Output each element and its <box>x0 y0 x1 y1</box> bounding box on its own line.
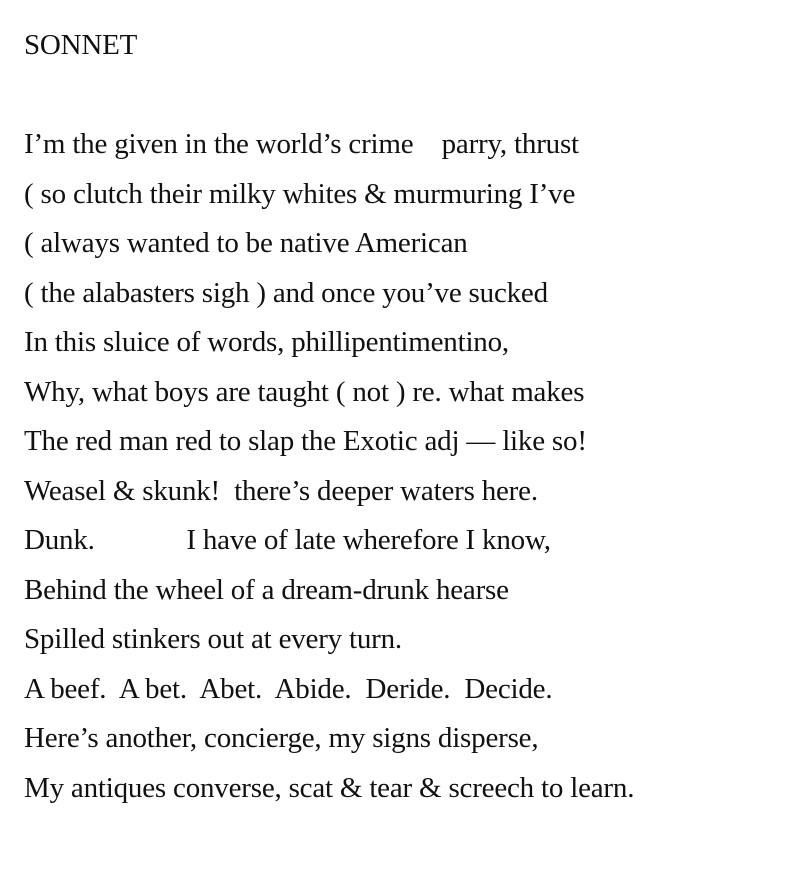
poem-line-1: I’m the given in the world’s crime parry, thrust <box>24 128 579 160</box>
poem-line-5: In this sluice of words, phillipentimentino, <box>24 326 509 358</box>
poem-line-9: Dunk. I have of late wherefore I know, <box>24 524 551 556</box>
poem-line-6: Why, what boys are taught ( not ) re. what makes <box>24 375 585 408</box>
poem-line-7: The red man red to slap the Exotic adj — like so! <box>24 425 587 457</box>
poem-line-13: Here’s another, concierge, my signs disperse, <box>24 722 539 754</box>
poem-line-12: A beef. A bet. Abet. Abide. Deride. Decide. <box>24 672 553 705</box>
poem-line-11: Spilled stinkers out at every turn. <box>24 623 402 655</box>
poem-page <box>24 24 634 816</box>
poem-line-14: My antiques converse, scat & tear & screech to learn. <box>24 771 635 804</box>
poem-line-8: Weasel & skunk! there’s deeper waters here. <box>24 474 538 507</box>
poem-line-3: ( always wanted to be native American <box>24 227 468 259</box>
poem-title: SONNET <box>24 29 138 61</box>
poem-line-10: Behind the wheel of a dream-drunk hearse <box>24 573 509 606</box>
poem-line-2: ( so clutch their milky whites & murmuring I’ve <box>24 177 576 210</box>
poem-line-4: ( the alabasters sigh ) and once you’ve sucked <box>24 276 548 309</box>
poem-body <box>24 123 634 816</box>
